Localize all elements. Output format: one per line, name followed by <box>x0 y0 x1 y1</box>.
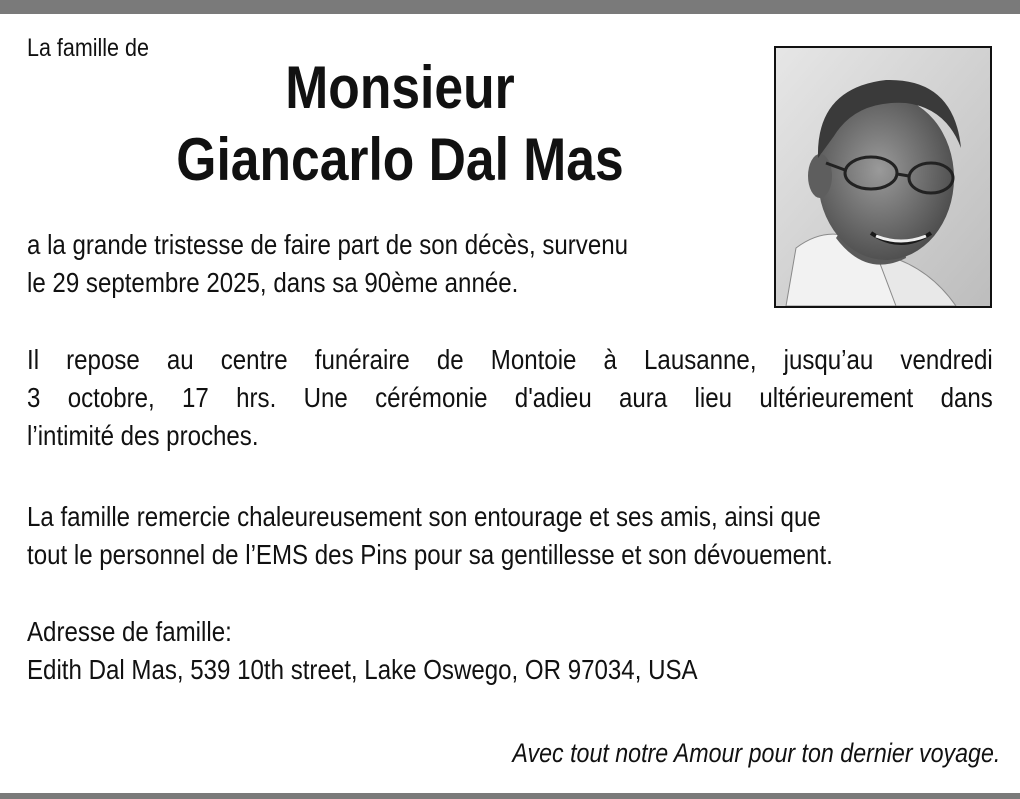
thanks-line: La famille remercie chaleureusement son entourage et ses amis, ainsi que <box>27 501 821 532</box>
family-address <box>27 613 993 689</box>
top-border-bar <box>0 0 1020 14</box>
name-title: Monsieur <box>285 54 515 121</box>
announcement-paragraph <box>27 226 768 302</box>
viewing-line: l’intimité des proches. <box>27 420 259 451</box>
portrait-illustration <box>776 48 990 306</box>
address-label: Adresse de famille: <box>27 616 232 647</box>
closing-message: Avec tout notre Amour pour ton dernier voyage. <box>512 738 1000 768</box>
viewing-line: Il repose au centre funéraire de Montoie à Lausanne, jusqu’au vendredi <box>27 344 993 375</box>
announcement-line: a la grande tristesse de faire part de son décès, survenu <box>27 229 629 260</box>
viewing-paragraph <box>27 341 993 455</box>
deceased-name <box>108 52 693 196</box>
bottom-border-bar <box>0 793 1020 799</box>
name-full: Giancarlo Dal Mas <box>176 126 624 193</box>
portrait-photo <box>774 46 992 308</box>
thanks-line: tout le personnel de l’EMS des Pins pour sa gentillesse et son dévouement. <box>27 539 833 570</box>
thanks-paragraph <box>27 498 993 574</box>
address-value: Edith Dal Mas, 539 10th street, Lake Oswego, OR 97034, USA <box>27 654 698 685</box>
viewing-line: 3 octobre, 17 hrs. Une cérémonie d'adieu aura lieu ultérieurement dans <box>27 382 993 413</box>
announcement-line: le 29 septembre 2025, dans sa 90ème année. <box>27 267 519 298</box>
intro-text: La famille de <box>27 34 149 62</box>
